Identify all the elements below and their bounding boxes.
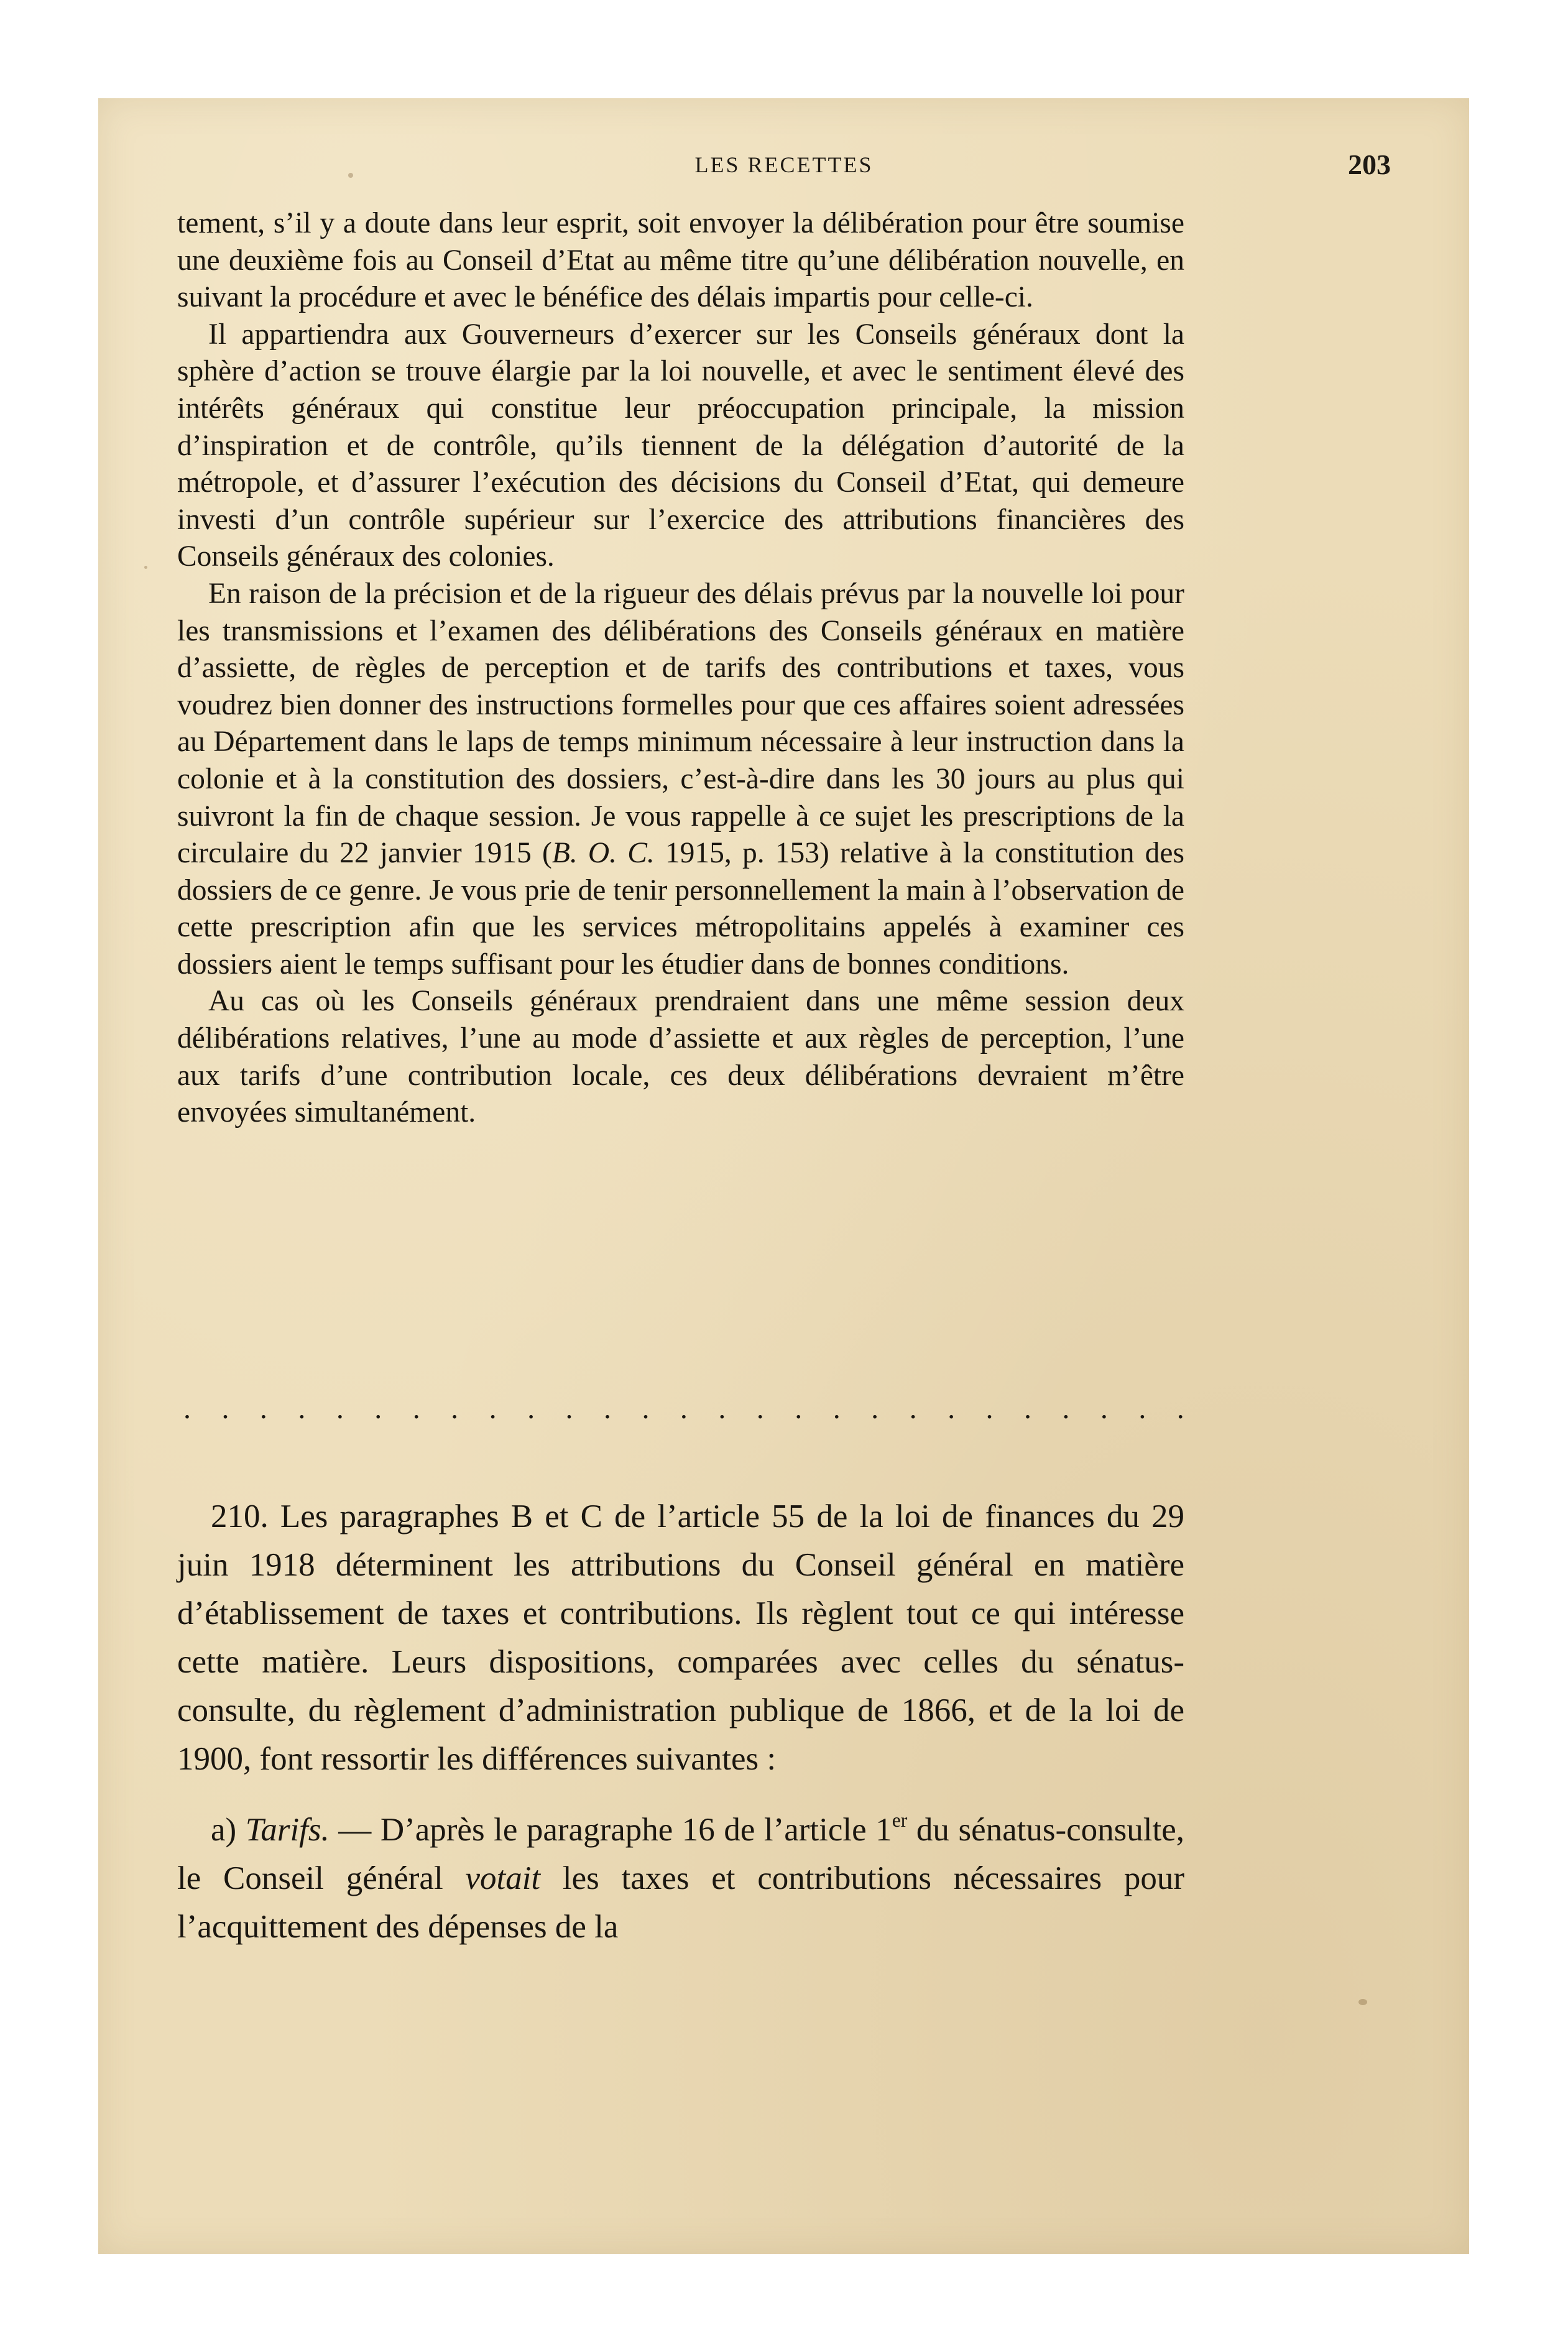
paragraph [177,1806,1184,1951]
separator-dot: . [832,1392,841,1425]
separator-dot: . [259,1392,267,1425]
running-header [177,148,1391,185]
list-label: a) [211,1812,246,1848]
separator-dot: . [909,1392,917,1425]
dotted-separator [183,1391,1184,1426]
paragraph [177,576,1184,984]
separator-dot: . [183,1392,191,1425]
paragraph: tement, s’il y a doute dans leur esprit, soit envoyer la délibération pour être soumise une deuxième fois au Conseil d’Etat au même titre qu’une délibération nouvelle, en suivant la procédure et avec le bénéfice des délais impartis pour celle-ci. [177,207,1184,314]
separator-dot: . [298,1392,306,1425]
page-number: 203 [1348,149,1391,180]
separator-dot: . [871,1392,879,1425]
paragraph: Au cas où les Conseils généraux prendraient dans une même session deux délibérations relatives, l’une au mode d’assiette et aux règles de perception, l’une aux tarifs d’une contribution locale, ces deux délibérations devraient m’être envoyées simultanément. [177,985,1184,1129]
separator-dot: . [221,1392,229,1425]
separator-dot: . [527,1392,535,1425]
separator-dot: . [948,1392,956,1425]
separator-dot: . [680,1392,688,1425]
separator-dot: . [1138,1392,1146,1425]
text-run: les taxes et contributions nécessaires pour l’acquittement des dépenses de la [177,1860,1184,1945]
separator-dot: . [1100,1392,1108,1425]
text-run: En raison de la précision et de la rigueur des délais prévus par la nouvelle loi pour les transmissions et l’examen des délibérations des Conseils généraux en matière d’assiette, de règles de perception et de tarifs des contributions et taxes, vous voudrez bien donner des instructions formelles pour que ces affaires soient adressées au Département dans le laps de temps minimum nécessaire à leur instruction dans la colonie et à la constitution des dossiers, c’est-à-dire dans les 30 jours au plus qui suivront la fin de chaque session. Je vous rappelle à ce sujet les prescriptions de la circulaire du 22 janvier 1915 ( [177,577,1184,870]
running-title: LES RECETTES [694,152,874,177]
separator-dot: . [1062,1392,1070,1425]
paragraph [177,1492,1184,1783]
paragraph: Il appartiendra aux Gouverneurs d’exercer sur les Conseils généraux dont la sphère d’action se trouve élargie par la loi nouvelle, et avec le sentiment élevé des intérêts généraux qui constitue leur préoccupation principale, la mission d’inspiration et de contrôle, qu’ils tiennent de la délégation d’autorité de la métropole, et d’assurer l’exécution des décisions du Conseil d’Etat, qui demeure investi d’un contrôle supérieur sur l’exercice des attributions financières des Conseils généraux des colonies. [177,318,1184,573]
section-number: 210. [211,1498,269,1534]
superscript: er [892,1809,908,1831]
separator-dot: . [412,1392,420,1425]
separator-dot: . [718,1392,726,1425]
paper-speck [1358,1999,1367,2005]
separator-dot: . [451,1392,459,1425]
separator-dot: . [489,1392,497,1425]
emphasis-italic: votait [465,1860,541,1896]
citation-italic: B. O. C. [551,837,655,870]
separator-dot: . [1023,1392,1031,1425]
circular-excerpt [177,205,1184,1132]
text-run: Les paragraphes B et C de l’article 55 de la loi de finances du 29 juin 1918 déterminent les attributions du Conseil général en matière d’établissement de taxes et contributions. Ils règlent tout ce qui intéresse cette matière. Leurs dispositions, comparées avec celles du sénatus-consulte, du règlement d’administration publique de 1866, et de la loi de 1900, font ressortir les différences suivantes : [177,1498,1184,1777]
separator-dot: . [795,1392,803,1425]
separator-dot: . [985,1392,994,1425]
separator-dot: . [374,1392,382,1425]
paper-speck [144,566,147,569]
text-run: 1915, p. 153) relative à la constitution des dossiers de ce genre. Je vous prie de tenir personnellement la main à l’observation de cette prescription afin que les services métropolitains appelés à examiner ces dossiers aient le temps suffisant pour les étudier dans de bonnes conditions. [177,837,1184,981]
text-run: — D’après le paragraphe 16 de l’article 1 [329,1812,892,1848]
separator-dot: . [1176,1392,1184,1425]
separator-dot: . [336,1392,344,1425]
separator-dot: . [756,1392,764,1425]
main-text [177,1492,1184,1973]
separator-dot: . [565,1392,573,1425]
section-heading-italic: Tarifs. [245,1812,330,1848]
text-run: du sénatus-consulte, le Conseil général [177,1812,1184,1896]
separator-dot: . [603,1392,611,1425]
separator-dot: . [642,1392,650,1425]
